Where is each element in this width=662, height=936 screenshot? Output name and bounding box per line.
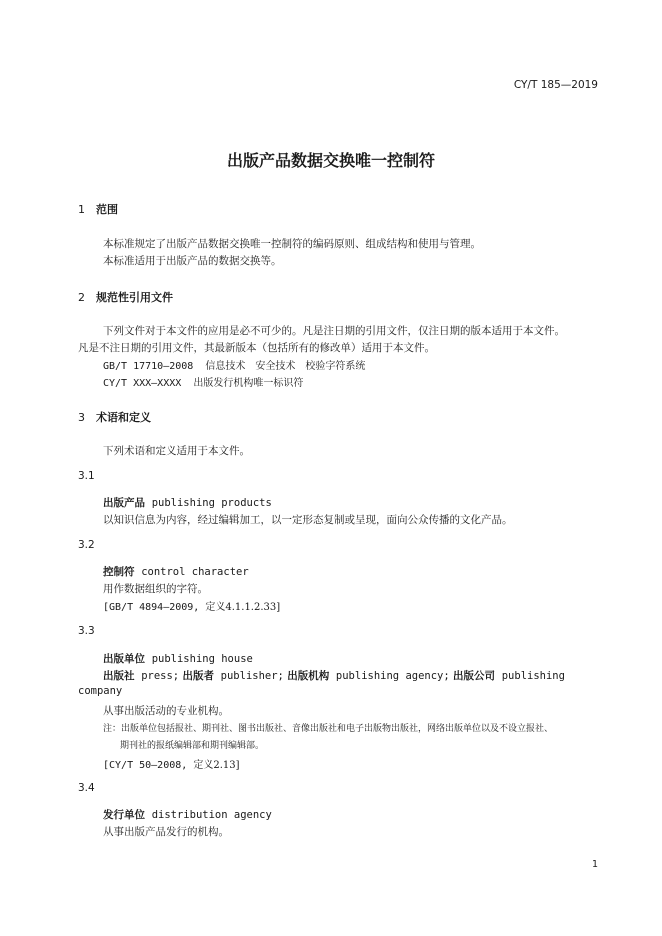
term-note: 注：出版单位包括报社、期刊社、图书出版社、音像出版社和电子出版物出版社，网络出版单位以及不设立报社、 xyxy=(103,724,554,734)
synonym-en: press; xyxy=(141,670,180,682)
reference-title: 信息技术 安全技术 校验字符系统 xyxy=(205,361,366,372)
paragraph: 凡是不注日期的引用文件，其最新版本（包括所有的修改单）适用于本文件。 xyxy=(78,342,435,354)
term-definition: 从事出版产品发行的机构。 xyxy=(103,826,229,838)
term-en: publishing house xyxy=(151,653,253,665)
term-number: 3.3 xyxy=(78,625,95,637)
term-number: 3.1 xyxy=(78,470,95,482)
term-entry xyxy=(103,807,272,822)
term-en: publishing products xyxy=(151,497,272,509)
term-zh: 出版单位 xyxy=(103,653,145,665)
source-code: [GB/T 4894—2009, xyxy=(103,602,200,613)
term-entry xyxy=(103,495,272,510)
term-definition: 从事出版活动的专业机构。 xyxy=(103,705,229,717)
synonym-zh: 出版者 xyxy=(182,670,214,682)
paragraph: 本标准规定了出版产品数据交换唯一控制符的编码原则、组成结构和使用与管理。 xyxy=(103,238,481,250)
term-entry xyxy=(103,564,249,579)
term-synonyms-cont xyxy=(78,685,122,697)
term-definition: 以知识信息为内容，经过编辑加工，以一定形态复制或呈现，面向公众传播的文化产品。 xyxy=(103,514,513,526)
term-source xyxy=(103,598,280,613)
document-title: 出版产品数据交换唯一控制符 xyxy=(226,151,435,170)
synonym-en: publishing agency; xyxy=(335,670,450,682)
reference-code: CY/T XXX—XXXX xyxy=(103,378,182,389)
synonym-zh: 出版机构 xyxy=(287,670,330,682)
term-synonyms xyxy=(103,668,565,683)
standard-code: CY/T 185—2019 xyxy=(513,79,598,91)
paragraph: 本标准适用于出版产品的数据交换等。 xyxy=(103,255,282,267)
term-en: distribution agency xyxy=(151,809,272,821)
section-2-heading xyxy=(78,289,173,305)
section-1-heading xyxy=(78,201,118,217)
source-definition: 定义4.1.1.2.33] xyxy=(205,602,281,613)
section-number: 3 xyxy=(78,411,85,424)
section-3-heading xyxy=(78,409,151,425)
section-title: 范围 xyxy=(96,203,118,216)
paragraph: 下列术语和定义适用于本文件。 xyxy=(103,445,250,457)
term-entry xyxy=(103,651,253,666)
term-number: 3.2 xyxy=(78,539,95,551)
synonym-en: company xyxy=(78,685,123,697)
synonym-zh: 出版社 xyxy=(103,670,135,682)
term-zh: 控制符 xyxy=(103,566,135,578)
synonym-en: publishing xyxy=(501,670,565,682)
term-en: control character xyxy=(141,566,249,578)
reference-code: GB/T 17710—2008 xyxy=(103,361,194,372)
synonym-zh: 出版公司 xyxy=(453,670,496,682)
term-note-cont: 期刊社的报纸编辑部和期刊编辑部。 xyxy=(120,741,265,751)
source-code: [CY/T 50—2008, xyxy=(103,760,188,771)
synonym-en: publisher; xyxy=(220,670,284,682)
paragraph: 下列文件对于本文件的应用是必不可少的。凡是注日期的引用文件，仅注日期的版本适用于本文件。 xyxy=(103,325,565,337)
term-zh: 发行单位 xyxy=(103,809,145,821)
section-number: 1 xyxy=(78,203,85,216)
term-definition: 用作数据组织的字符。 xyxy=(103,583,208,595)
term-number: 3.4 xyxy=(78,782,95,794)
term-source xyxy=(103,756,240,771)
normative-reference xyxy=(103,374,303,389)
section-title: 术语和定义 xyxy=(96,411,151,424)
section-number: 2 xyxy=(78,291,85,304)
term-zh: 出版产品 xyxy=(103,497,145,509)
reference-title: 出版发行机构唯一标识符 xyxy=(193,378,304,389)
source-definition: 定义2.13] xyxy=(193,760,240,771)
section-title: 规范性引用文件 xyxy=(96,291,173,304)
page-number: 1 xyxy=(591,859,598,870)
normative-reference xyxy=(103,357,365,372)
